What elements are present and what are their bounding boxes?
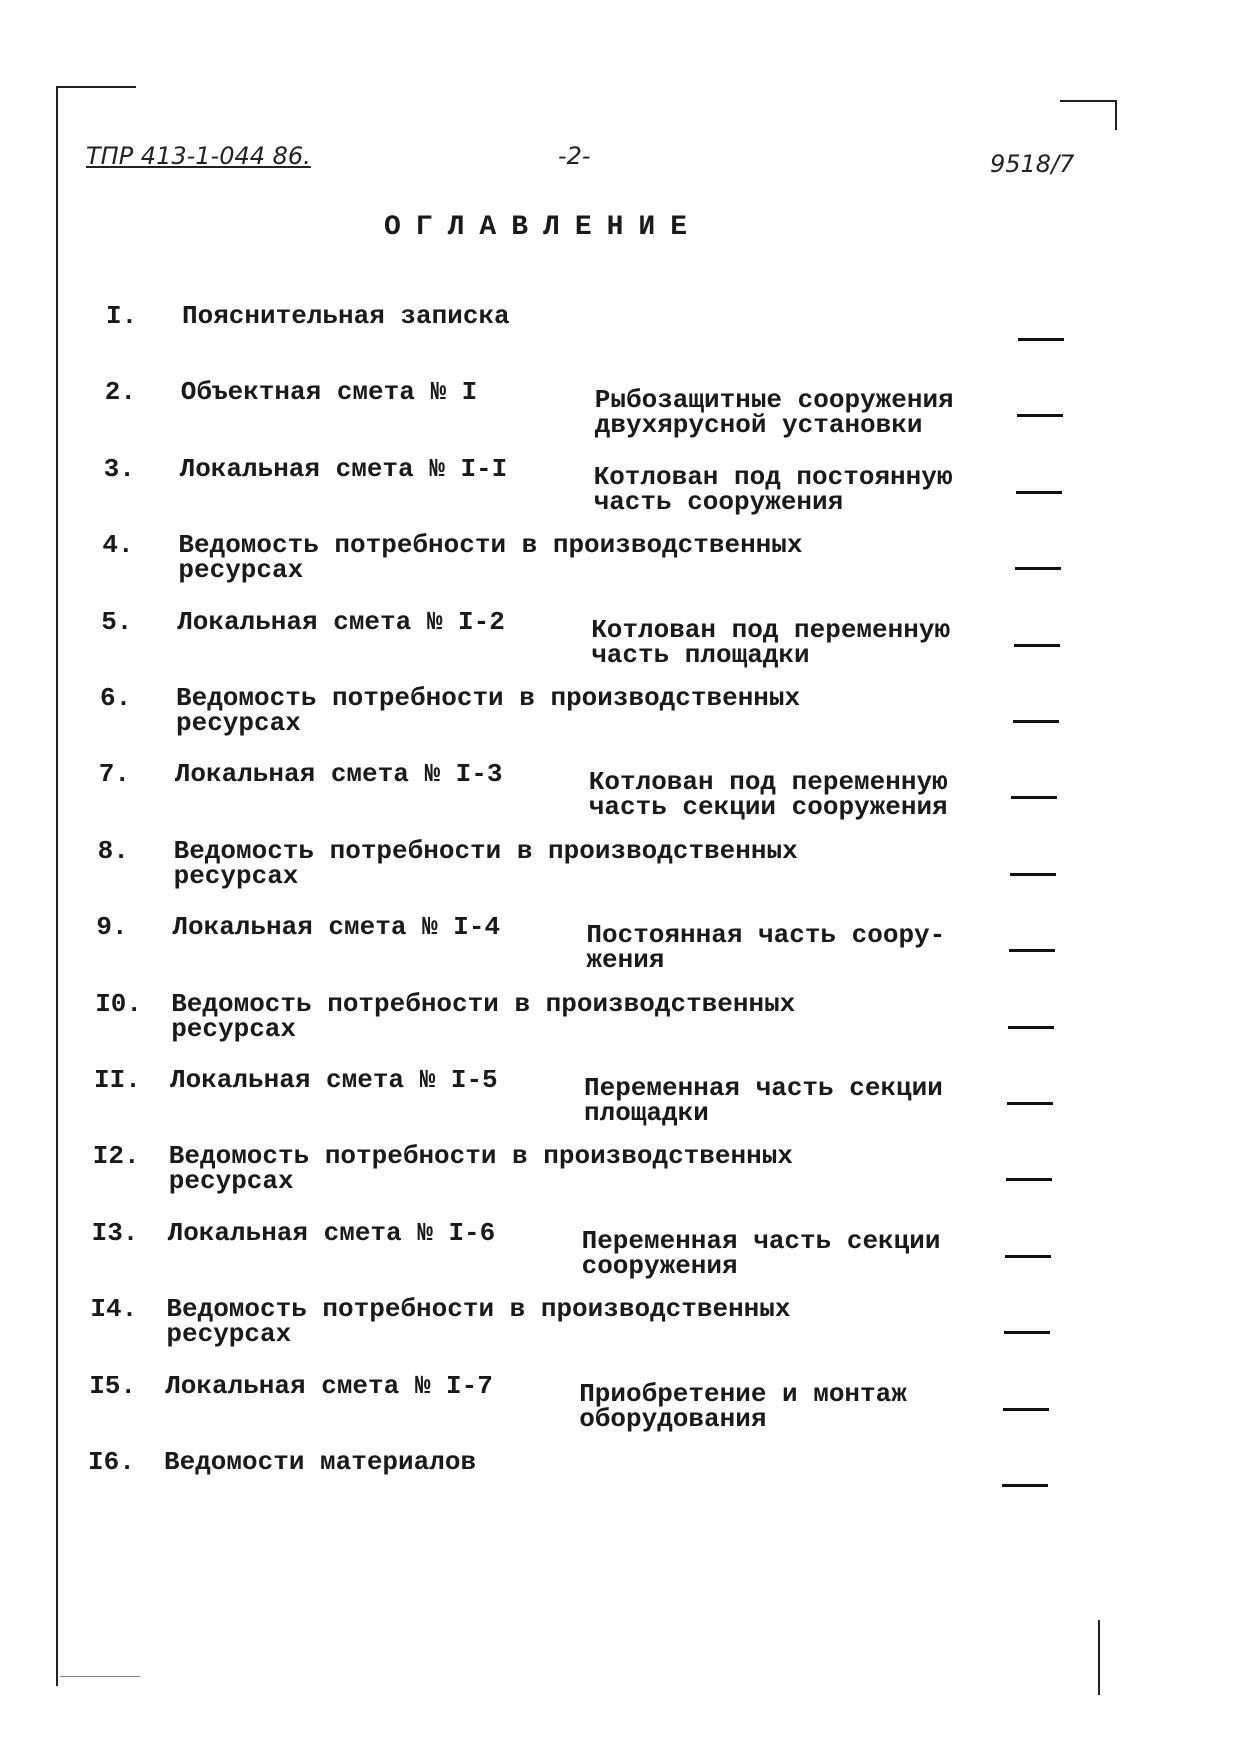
toc-item-number: I3. <box>91 1217 139 1248</box>
frame-top-left-mark <box>56 86 136 88</box>
toc-item-number: I5. <box>89 1370 136 1401</box>
frame-left-border <box>56 86 58 1686</box>
page-reference-dash <box>1014 644 1060 647</box>
toc-item-number: I. <box>106 301 138 331</box>
toc-item-number: 6. <box>100 683 132 713</box>
toc-item-title-line: Ведомости материалов <box>164 1447 477 1477</box>
page-title: ОГЛАВЛЕНИЕ <box>384 212 703 243</box>
toc-item-title-line: ресурсах <box>176 708 301 738</box>
toc-item-title <box>173 835 798 891</box>
toc-item-title-line: Локальная смета № I-7 <box>165 1370 493 1401</box>
toc-item-number: II. <box>94 1065 141 1095</box>
toc-item-description-line: площадки <box>584 1098 709 1128</box>
toc-item-description <box>584 1073 943 1128</box>
toc-item-title-line: ресурсах <box>171 1013 297 1044</box>
toc-item-description-line: часть площадки <box>591 639 810 670</box>
toc-item-description-line: Котлован под переменную <box>591 614 951 645</box>
toc-item-number: 8. <box>97 835 129 866</box>
frame-bottom-right-border <box>1098 1620 1100 1695</box>
toc-item-title-line: Локальная смета № I-3 <box>174 759 503 790</box>
toc-item-title <box>179 453 508 484</box>
toc-item-number: 5. <box>101 606 133 637</box>
page-reference-dash <box>1002 1484 1048 1487</box>
toc-item-title <box>170 1065 498 1095</box>
toc-item-description-line: жения <box>586 945 665 976</box>
page-reference-dash <box>1018 338 1064 341</box>
page-reference-dash <box>1005 1255 1051 1258</box>
toc-item-title <box>171 988 796 1044</box>
toc-item-title-line: ресурсах <box>173 860 299 891</box>
toc-item-description-line: двухярусной установки <box>594 410 923 441</box>
page-reference-dash <box>1007 1102 1053 1105</box>
toc-item-description-line: часть сооружения <box>593 486 844 517</box>
toc-item-description-line: Приобретение и монтаж <box>579 1378 907 1409</box>
toc-item-number: I6. <box>88 1447 135 1477</box>
toc-item-title-line: Ведомость потребности в производственных <box>178 530 803 561</box>
toc-item-description <box>581 1225 941 1281</box>
toc-item-number: 3. <box>103 453 135 484</box>
toc-item-number: 7. <box>98 759 131 790</box>
toc-item-title-line: Ведомость потребности в производственных <box>166 1294 791 1325</box>
page-reference-dash <box>1004 1331 1050 1334</box>
toc-item-title-line: Объектная смета № I <box>180 377 478 408</box>
page-reference-dash <box>1016 491 1062 494</box>
toc-item-description-line: Котлован под постоянную <box>593 461 953 492</box>
toc-item-title-line: Локальная смета № I-5 <box>170 1065 498 1095</box>
toc-item-number: 9. <box>96 912 128 943</box>
page-reference-dash <box>1011 796 1057 799</box>
page-reference-dash <box>1009 949 1055 952</box>
toc-item-number: 2. <box>104 377 137 408</box>
toc-item-title-line: Локальная смета № I-6 <box>167 1217 496 1248</box>
toc-item-title-line: Ведомость потребности в производственных <box>171 988 796 1019</box>
toc-item-description <box>586 920 946 976</box>
toc-item-title <box>168 1141 793 1197</box>
toc-item-description-line: Котлован под переменную <box>588 767 948 798</box>
page-reference-dash <box>1006 1178 1052 1181</box>
toc-item-description <box>579 1378 907 1434</box>
toc-item-title <box>182 301 510 331</box>
toc-item-description <box>588 767 948 823</box>
toc-item-number: I2. <box>92 1141 140 1172</box>
page-reference-dash <box>1003 1408 1049 1411</box>
toc-item-title <box>166 1294 791 1350</box>
toc-item-title <box>178 530 803 586</box>
frame-top-right-mark <box>1060 100 1116 102</box>
page-number: -2- <box>558 142 591 170</box>
toc-item-description-line: Переменная часть секции <box>581 1225 941 1256</box>
toc-item-title-line: Ведомость потребности в производственных <box>173 835 798 866</box>
toc-item-description-line: Переменная часть секции <box>584 1073 943 1103</box>
page-reference-dash <box>1008 1026 1054 1029</box>
toc-item-title-line: Ведомость потребности в производственных <box>168 1141 793 1172</box>
archive-number: 9518/7 <box>990 150 1075 178</box>
toc-item-title-line: ресурсах <box>178 555 304 586</box>
toc-item-description <box>593 461 953 517</box>
toc-item-title <box>167 1217 496 1248</box>
toc-item-number: I0. <box>95 988 142 1019</box>
toc-item-description-line: оборудования <box>579 1403 767 1434</box>
toc-item-title <box>172 912 501 943</box>
toc-item-title <box>174 759 503 790</box>
toc-item-title <box>164 1447 477 1477</box>
toc-item-title <box>180 377 478 408</box>
frame-right-border <box>1115 100 1117 130</box>
toc-item-description-line: часть секции сооружения <box>588 792 948 823</box>
toc-item-description <box>591 614 951 670</box>
toc-item-title <box>165 1370 493 1401</box>
document-code: ТПР 413-1-044 86. <box>86 142 311 170</box>
page-reference-dash <box>1010 873 1056 876</box>
toc-item-description <box>594 385 954 441</box>
frame-bottom-left-mark <box>60 1676 140 1677</box>
page-reference-dash <box>1017 414 1063 417</box>
toc-item-title-line: Локальная смета № I-4 <box>172 912 501 943</box>
toc-item-number: 4. <box>102 530 134 561</box>
toc-item-title-line: Локальная смета № I-I <box>179 453 508 484</box>
toc-item-title-line: Пояснительная записка <box>182 301 510 331</box>
toc-item-title <box>177 606 505 637</box>
toc-item-title <box>176 683 801 738</box>
toc-item-title-line: ресурсах <box>166 1319 292 1350</box>
toc-item-title-line: ресурсах <box>168 1166 294 1197</box>
toc-item-number: I4. <box>90 1294 138 1325</box>
toc-item-description-line: Постоянная часть соору- <box>586 920 946 951</box>
toc-item-description-line: сооружения <box>581 1250 738 1281</box>
page-reference-dash <box>1013 720 1059 723</box>
toc-item-title-line: Ведомость потребности в производственных <box>176 683 801 713</box>
toc-item-title-line: Локальная смета № I-2 <box>177 606 505 637</box>
page-reference-dash <box>1015 567 1061 570</box>
toc-item-description-line: Рыбозащитные сооружения <box>594 385 954 416</box>
